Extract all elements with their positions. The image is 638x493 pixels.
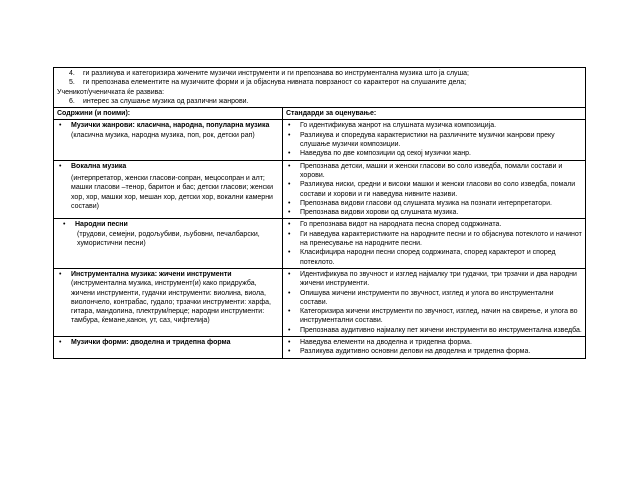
intro-item: 6. интерес за слушање музика од различни жанрови.: [69, 97, 249, 105]
bullet-icon: •: [288, 150, 291, 158]
content-detail: (инструментална музика, инструмент(и) како придружба, жичени инструменти, гудачки инструменти: виолина, виола, виолончело, контрабас, гудало; трзачки инструменти: харфа, гитара, мандолина, плектрум/перце; народни инструменти: тамбура, ќемане,канон, ут, саз, чифтелија): [71, 280, 271, 325]
table-row: [54, 269, 585, 337]
content-cell: • Народни песни (трудови, семејни, родољубиви, љубовни, печалбарски, хумористични песни): [54, 219, 283, 267]
standards-cell: • Идентификува по звучност и изглед најмалку три гудачки, три трзачки и два народни жичени инструменти. • Опишува жичени инструменти по звучност, изглед и улога во инструментални состави. • Категоризира жичени инструменти по звучност, изглед, начин на свирење, и улога во инструментални состави. • Препознава аудитивно најмалку пет жичени инструменти во инструментална изведба.: [288, 270, 582, 334]
standards-cell: • Го идентификува жанрот на слушната музичка композиција. • Разликува и споредува карактеристики на различните музички жанрови преку слушање музички композиции. • Наведува по две композиции од секој музички жанр.: [288, 122, 555, 158]
standards-cell: • Наведува елементи на дводелна и тридепна форма. • Разликува аудитивно основни делови на дводелна и тридепна форма.: [288, 339, 531, 356]
bullet-icon: •: [288, 209, 291, 217]
standards-cell: • Препознава детски, машки и женски гласови во соло изведба, помали состави и хорови. • Разликува ниски, средни и високи машки и женски гласови во соло изведба, помали состави и хорови и ги наведува нивните називи. • Препознава видови гласови од слушната музика на познати интерпретатори. • Препознава видови хорови од слушната музика.: [288, 162, 576, 217]
content-cell: • Музички форми: дводелна и тридепна форма: [54, 337, 283, 358]
intro-section: [54, 68, 585, 108]
bullet-icon: •: [59, 162, 62, 170]
table-row: [54, 337, 585, 358]
bullet-icon: •: [288, 326, 291, 334]
intro-item: 4. ги разликува и категоризира жичените музички инструменти и ги препознава во инструментална музика што ја слуша;: [69, 70, 469, 77]
bullet-icon: •: [288, 249, 291, 257]
bullet-icon: •: [288, 162, 291, 170]
bullet-icon: •: [288, 131, 291, 139]
table-row: [54, 161, 585, 220]
bullet-icon: •: [59, 270, 62, 278]
content-cell: • Вокална музика (интерпретатор, женски гласови-сопран, мецосопран и алт; машки гласови –тенор, баритон и бас; детски гласови; женски хор, хор, машки хор, мешан хор, детски хор, вокални камерни состави): [54, 161, 283, 219]
bullet-icon: •: [288, 181, 291, 189]
bullet-icon: •: [288, 221, 291, 229]
bullet-icon: •: [63, 221, 66, 229]
bullet-icon: •: [59, 122, 62, 130]
bullet-icon: •: [288, 348, 291, 356]
intro-item: 5. ги препознава елементите на музичките форми и ја објаснува нивната поврзаност со карактерот на слушаните дела;: [69, 79, 467, 87]
header-standards: Стандарди за оценување:: [286, 110, 377, 118]
content-detail: (интерпретатор, женски гласови-сопран, мецосопран и алт; машки гласови –тенор, баритон и бас; детски гласови; женски хор, хор, машки хор, мешан хор, детски хор, вокални камерни состави): [71, 174, 274, 210]
content-cell: • Инструментална музика: жичени инструменти (инструментална музика, инструмент(и) како придружба, жичени инструменти, гудачки инструменти: виолина, виола, виолончело, контрабас, гудало; трзачки инструменти: харфа, гитара, мандолина, плектрум/перце; народни инструменти: тамбура, ќемане,канон, ут, саз, чифтелија): [54, 269, 283, 336]
bullet-icon: •: [288, 122, 291, 130]
bullet-icon: •: [288, 339, 291, 347]
curriculum-table: [53, 67, 586, 359]
bullet-icon: •: [288, 270, 291, 278]
develops-label: Ученикот/ученичката ќе развива:: [57, 88, 165, 96]
standards-cell: • Го препознава видот на народната песна според содржината. • Ги наведува карактеристиките на народните песни и го објаснува потеклото и начинот на пренесување на народните песни. • Класифицира народни песни според содржината, според карактерот и според потеклото.: [288, 221, 582, 266]
content-detail: (трудови, семејни, родољубиви, љубовни, печалбарски, хумористични песни): [77, 230, 260, 248]
content-cell: • Музички жанрови: класична, народна, популарна музика (класична музика, народна музика, поп, рок, детски рап): [54, 120, 283, 159]
bullet-icon: •: [288, 289, 291, 297]
bullet-icon: •: [288, 308, 291, 316]
bullet-icon: •: [288, 230, 291, 238]
header-content: Содржини (и поими):: [54, 108, 283, 119]
table-row: [54, 120, 585, 160]
bullet-icon: •: [288, 199, 291, 207]
bullet-icon: •: [59, 339, 62, 347]
table-header-row: [54, 108, 585, 120]
table-row: [54, 219, 585, 268]
content-detail: (класична музика, народна музика, поп, рок, детски рап): [71, 131, 255, 139]
